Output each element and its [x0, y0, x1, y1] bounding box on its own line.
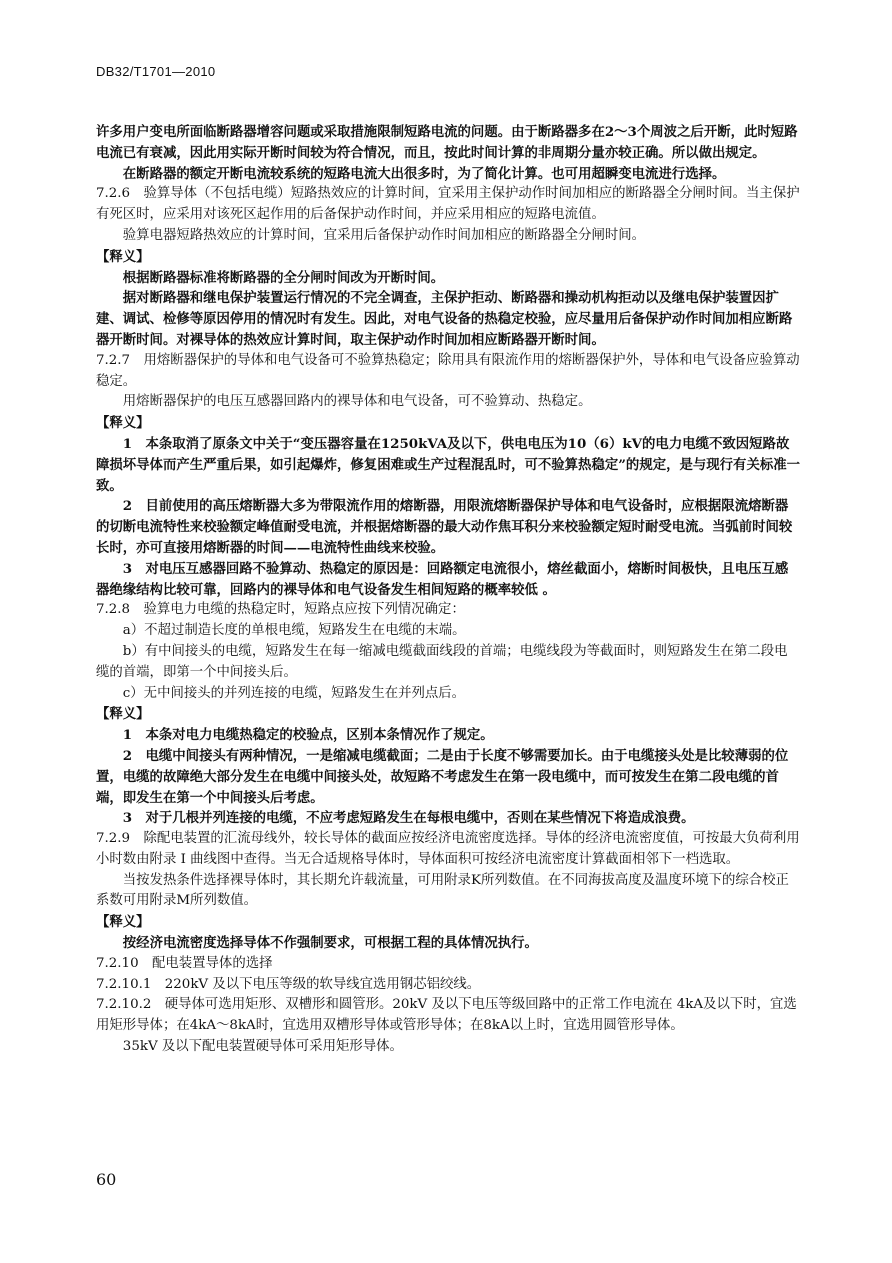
paragraph: 2 目前使用的高压熔断器大多为带限流作用的熔断器，用限流熔断器保护导体和电气设备时，应根据限流熔断器的切断电流特性来校验额定峰值耐受电流，并根据熔断器的最大动作焦耳积分来校验额定短时耐受电流。当弧前时间较长时，亦可直接用熔断器的时间——电流特性曲线来校验。	[96, 498, 793, 556]
clause-7-2-9: 7.2.9 除配电装置的汇流母线外，较长导体的截面应按经济电流密度选择。导体的经济电流密度值，可按最大负荷利用小时数由附录 I 曲线图中查得。当无合适规格导体时，导体面积可按经济电流密度计算截面相邻下一档选取。	[96, 831, 800, 867]
paragraph: 根据断路器标准将断路器的全分闸时间改为开断时间。	[122, 269, 445, 286]
interpretation-label: 【释义】	[96, 415, 150, 432]
paragraph: 据对断路器和继电保护装置运行情况的不完全调查，主保护拒动、断路器和操动机构拒动以及继电保护装置因扩建、调试、检修等原因停用的情况时有发生。因此，对电气设备的热稳定校验，应尽量用后备保护动作时间加相应断路器开断时间。对裸导体的热效应计算时间，取主保护动作时间加相应断路器开断时间。	[96, 290, 793, 348]
clause-7-2-6: 7.2.6 验算导体（不包括电缆）短路热效应的计算时间，宜采用主保护动作时间加相应的断路器全分闸时间。当主保护有死区时，应采用对该死区起作用的后备保护动作时间，并应采用相应的短路电流值。	[96, 186, 800, 223]
paragraph: 1 本条对电力电缆热稳定的校验点，区别本条情况作了规定。	[122, 727, 494, 744]
paragraph: 35kV 及以下配电装置硬导体可采用矩形导体。	[122, 1039, 403, 1055]
document-code: DB32/T1701—2010	[96, 64, 216, 79]
clause-7-2-10-2: 7.2.10.2 硬导体可选用矩形、双槽形和圆管形。20kV 及以下电压等级回路中的正常工作电流在 4kA及以下时，宜选用矩形导体；在4kA～8kA时，宜选用双槽形导体或管形导体；在8kA以上时，宜选用圆管形导体。	[96, 997, 797, 1034]
paragraph: 验算电器短路热效应的计算时间，宜采用后备保护动作时间加相应的断路器全分闸时间。	[122, 227, 646, 243]
paragraph: 3 对电压互感器回路不验算动、热稳定的原因是：回路额定电流很小，熔丝截面小，熔断时间极快，且电压互感器绝缘结构比较可靠，回路内的裸导体和电气设备发生相间短路的概率较低 。	[96, 560, 789, 598]
paragraph: 在断路器的额定开断电流较系统的短路电流大出很多时，为了简化计算。也可用超瞬变电流进行选择。	[122, 165, 726, 182]
paragraph: 1 本条取消了原条文中关于“变压器容量在1250kVA及以下，供电电压为10（6）kV的电力电缆不致因短路故障损坏导体而产生严重后果，如引起爆炸，修复困难或生产过程混乱时，可不验算热稳定”的规定，是与现行有关标准一致。	[96, 435, 801, 494]
clause-7-2-10-1: 7.2.10.1 220kV 及以下电压等级的软导线宜选用钢芯铝绞线。	[96, 976, 481, 992]
list-item: b）有中间接头的电缆，短路发生在每一缩减电缆截面线段的首端；电缆线段为等截面时，则短路发生在第二段电缆的首端，即第一个中间接头后。	[96, 643, 788, 680]
paragraph: 按经济电流密度选择导体不作强制要求，可根据工程的具体情况执行。	[122, 935, 538, 952]
page-body	[96, 122, 800, 1058]
paragraph: 2 电缆中间接头有两种情况，一是缩减电缆截面；二是由于长度不够需要加长。由于电缆接头处是比较薄弱的位置，电缆的故障绝大部分发生在电缆中间接头处，故短路不考虑发生在第一段电缆中，而可按发生在第二段电缆的首端，即发生在第一个中间接头后考虑。	[96, 747, 789, 806]
clause-7-2-7: 7.2.7 用熔断器保护的导体和电气设备可不验算热稳定；除用具有限流作用的熔断器保护外，导体和电气设备应验算动稳定。	[96, 352, 800, 389]
paragraph: 当按发热条件选择裸导体时，其长期允许载流量，可用附录K所列数值。在不同海拔高度及温度环境下的综合校正系数可用附录M所列数值。	[96, 872, 789, 909]
clause-7-2-10: 7.2.10 配电装置导体的选择	[96, 955, 273, 971]
list-item: a）不超过制造长度的单根电缆，短路发生在电缆的末端。	[122, 623, 466, 639]
interpretation-label: 【释义】	[96, 914, 150, 931]
paragraph: 许多用户变电所面临断路器增容问题或采取措施限制短路电流的问题。由于断路器多在2～3个周波之后开断，此时短路电流已有衰减，因此用实际开断时间较为符合情况，而且，按此时间计算的非周期分量亦较正确。所以做出规定。	[96, 124, 798, 161]
clause-7-2-8: 7.2.8 验算电力电缆的热稳定时，短路点应按下列情况确定：	[96, 602, 465, 618]
paragraph: 用熔断器保护的电压互感器回路内的裸导体和电气设备，可不验算动、热稳定。	[122, 394, 592, 410]
page-number: 60	[96, 1170, 117, 1189]
list-item: c）无中间接头的并列连接的电缆，短路发生在并列点后。	[122, 685, 466, 701]
paragraph: 3 对于几根并列连接的电缆，不应考虑短路发生在每根电缆中，否则在某些情况下将造成浪费。	[122, 810, 695, 827]
interpretation-label: 【释义】	[96, 706, 150, 723]
interpretation-label: 【释义】	[96, 248, 150, 265]
